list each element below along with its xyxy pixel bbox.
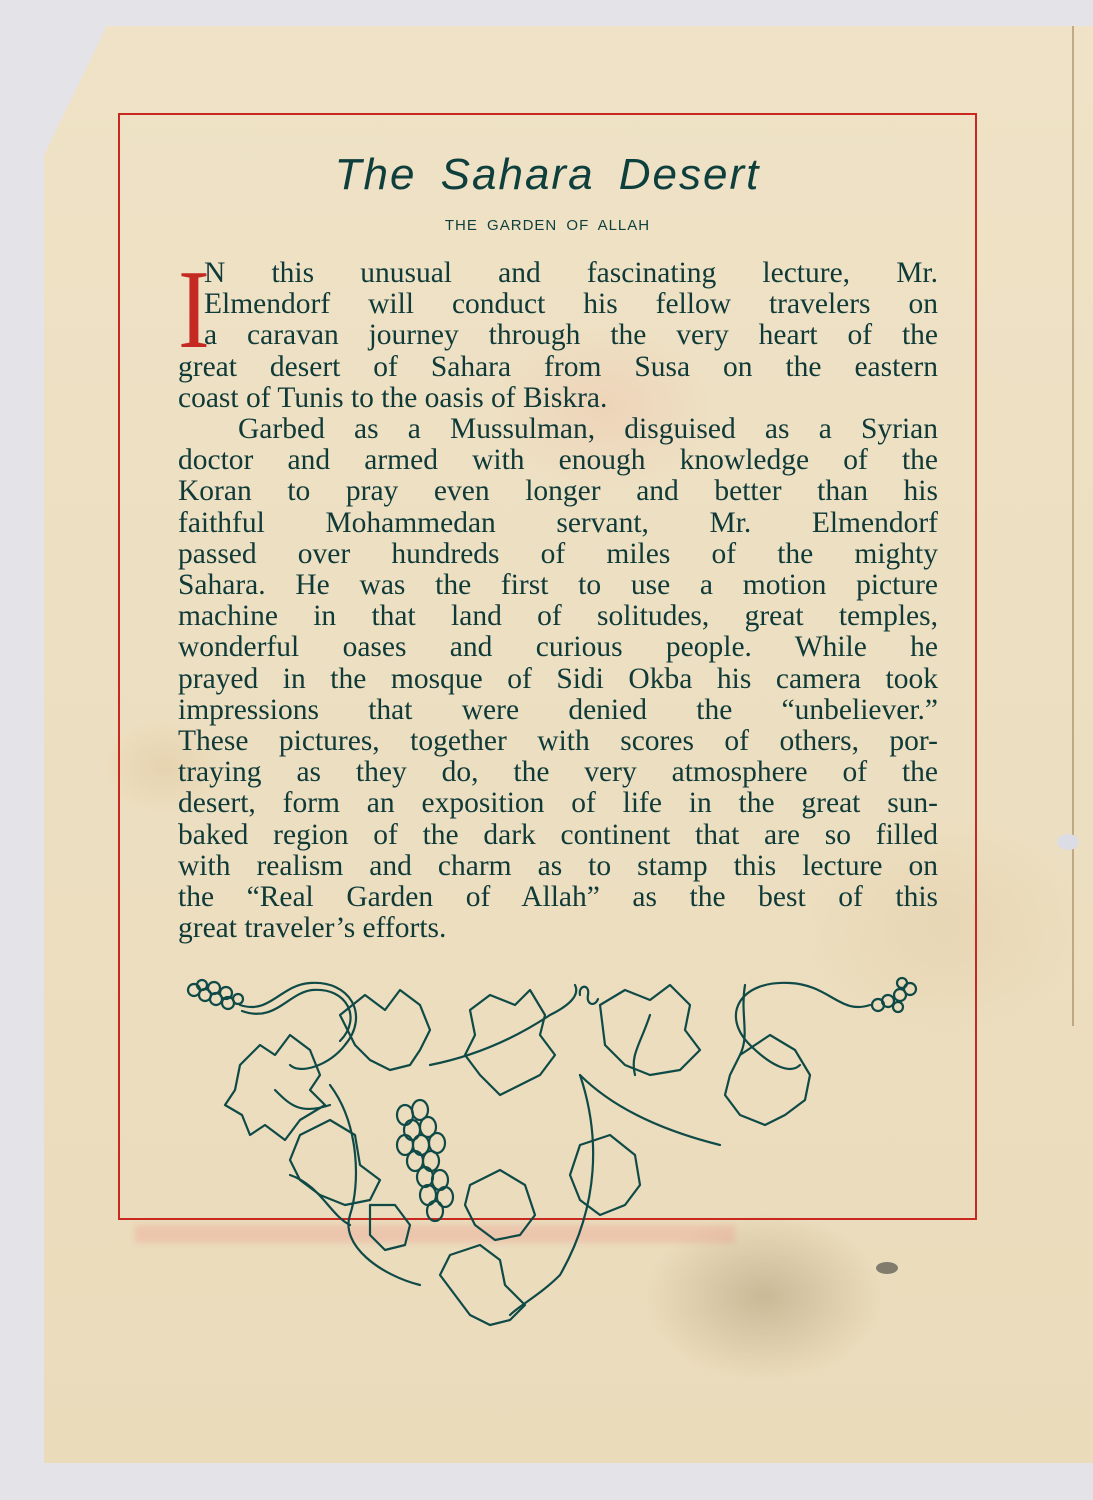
text-line: machine in that land of solitudes, great temples, bbox=[178, 600, 938, 633]
grape-cluster-left bbox=[188, 980, 243, 1009]
page-title: The Sahara Desert bbox=[334, 150, 761, 199]
text-line: baked region of the dark continent that are so filled bbox=[178, 818, 938, 851]
paper-hole bbox=[1057, 834, 1079, 850]
text-line: traying as they do, the very atmosphere of the bbox=[178, 756, 938, 789]
text-line: a caravan journey through the very heart of the bbox=[204, 319, 938, 352]
leaf bbox=[290, 1120, 380, 1205]
drop-cap: I bbox=[178, 248, 210, 372]
text-line: impressions that were denied the “unbeliever.” bbox=[178, 693, 938, 726]
paragraph-1 bbox=[178, 248, 938, 414]
paragraph-2 bbox=[178, 414, 938, 944]
text-line: faithful Mohammedan servant, Mr. Elmendorf bbox=[178, 506, 938, 539]
text-line: Koran to pray even longer and better than his bbox=[178, 475, 938, 508]
leaf bbox=[370, 1205, 410, 1250]
body-text bbox=[178, 248, 938, 945]
text-line: passed over hundreds of miles of the mighty bbox=[178, 537, 938, 570]
text-line: doctor and armed with enough knowledge of the bbox=[178, 444, 938, 477]
text-line: wonderful oases and curious people. While he bbox=[178, 631, 938, 664]
leaf bbox=[725, 1035, 810, 1125]
text-line: the “Real Garden of Allah” as the best of this bbox=[178, 881, 938, 914]
text-line: Garbed as a Mussulman, disguised as a Syrian bbox=[238, 413, 938, 446]
leaf bbox=[570, 1135, 640, 1215]
leaf bbox=[465, 990, 555, 1095]
text-line: Elmendorf will conduct his fellow travelers on bbox=[204, 288, 938, 321]
grape-cluster-center bbox=[397, 1100, 453, 1221]
text-line: Sahara. He was the first to use a motion picture bbox=[178, 569, 938, 602]
page-fold-edge bbox=[1072, 26, 1074, 1026]
text-line: These pictures, together with scores of others, por- bbox=[178, 725, 938, 758]
grape-cluster-right bbox=[872, 978, 916, 1012]
text-line: N this unusual and fascinating lecture, Mr. bbox=[204, 257, 938, 289]
leaf bbox=[225, 1035, 325, 1140]
leaf bbox=[465, 1170, 535, 1240]
grapevine-ornament-icon bbox=[180, 975, 925, 1330]
text-line: prayed in the mosque of Sidi Okba his camera took bbox=[178, 662, 938, 695]
page-subtitle: THE GARDEN OF ALLAH bbox=[444, 217, 651, 234]
leaf bbox=[600, 985, 700, 1075]
text-line: with realism and charm as to stamp this lecture on bbox=[178, 849, 938, 882]
text-line: great desert of Sahara from Susa on the eastern bbox=[178, 350, 938, 383]
text-line: coast of Tunis to the oasis of Biskra. bbox=[178, 381, 608, 414]
text-line: great traveler’s efforts. bbox=[178, 912, 447, 945]
text-line: desert, form an exposition of life in the great sun- bbox=[178, 787, 938, 820]
